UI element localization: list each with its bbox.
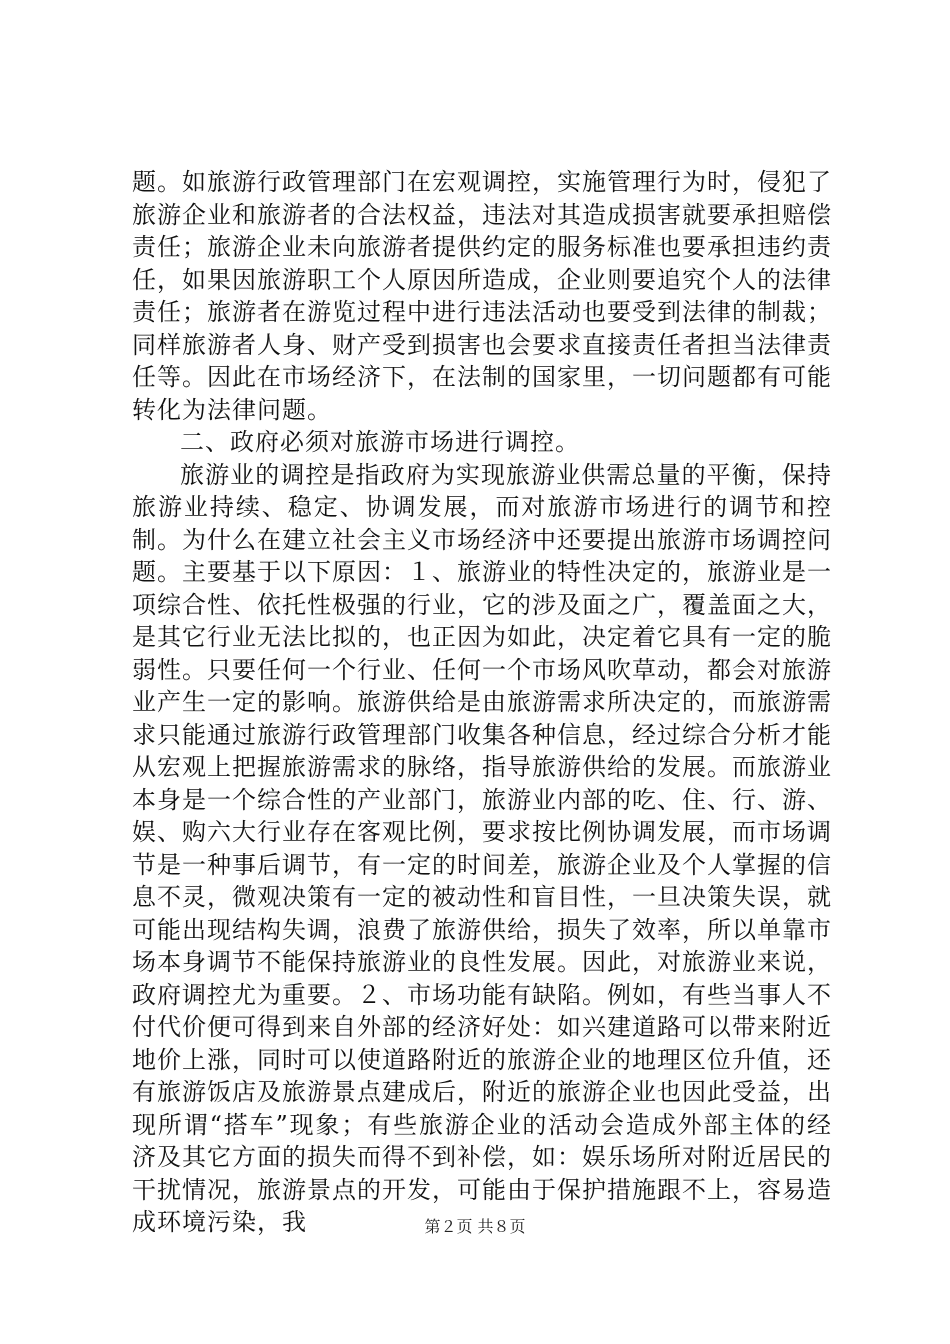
paragraph-body: 旅游业的调控是指政府为实现旅游业供需总量的平衡，保持旅游业持续、稳定、协调发展，而对旅游市场进行的调节和控制。为什么在建立社会主义市场经济中还要提出旅游市场调控问题。主要基于以下原因：１、旅游业的特性决定的，旅游业是一项综合性、依托性极强的行业，它的涉及面之广，覆盖面之大，是其它行业无法比拟的，也正因为如此，决定着它具有一定的脆弱性。只要任何一个行业、任何一个市场风吹草动，都会对旅游业产生一定的影响。旅游供给是由旅游需求所决定的，而旅游需求只能通过旅游行政管理部门收集各种信息，经过综合分析才能从宏观上把握旅游需求的脉络，指导旅游供给的发展。而旅游业本身是一个综合性的产业部门，旅游业内部的吃、住、行、游、娱、购六大行业存在客观比例，要求按比例协调发展，而市场调节是一种事后调节，有一定的时间差，旅游企业及个人掌握的信息不灵，微观决策有一定的被动性和盲目性，一旦决策失误，就可能出现结构失调，浪费了旅游供给，损失了效率，所以单靠市场本身调节不能保持旅游业的良性发展。因此，对旅游业来说，政府调控尤为重要。２、市场功能有缺陷。例如，有些当事人不付代价便可得到来自外部的经济好处：如兴建道路可以带来附近地价上涨，同时可以使道路附近的旅游企业的地理区位升值，还有旅游饭店及旅游景点建成后，附近的旅游企业也因此受益，出现所谓“搭车”现象；有些旅游企业的活动会造成外部主体的经济及其它方面的损失而得不到补偿，如：娱乐场所对附近居民的干扰情况，旅游景点的开发，可能由于保护措施跟不上，容易造成环境污染，我 — [132, 460, 832, 1236]
paragraph-continuation: 题。如旅游行政管理部门在宏观调控，实施管理行为时，侵犯了旅游企业和旅游者的合法权益，违法对其造成损害就要承担赔偿责任；旅游企业未向旅游者提供约定的服务标准也要承担违约责任，如果因旅游职工个人原因所造成，企业则要追究个人的法律责任；旅游者在游览过程中进行违法活动也要受到法律的制裁；同样旅游者人身、财产受到损害也会要求直接责任者担当法律责任等。因此在市场经济下，在法制的国家里，一切问题都有可能转化为法律问题。 — [132, 168, 832, 424]
document-body — [132, 166, 832, 1239]
section-heading: 二、政府必须对旅游市场进行调控。 — [180, 428, 580, 456]
page-footer: 第２页 共８页 — [424, 1217, 526, 1236]
